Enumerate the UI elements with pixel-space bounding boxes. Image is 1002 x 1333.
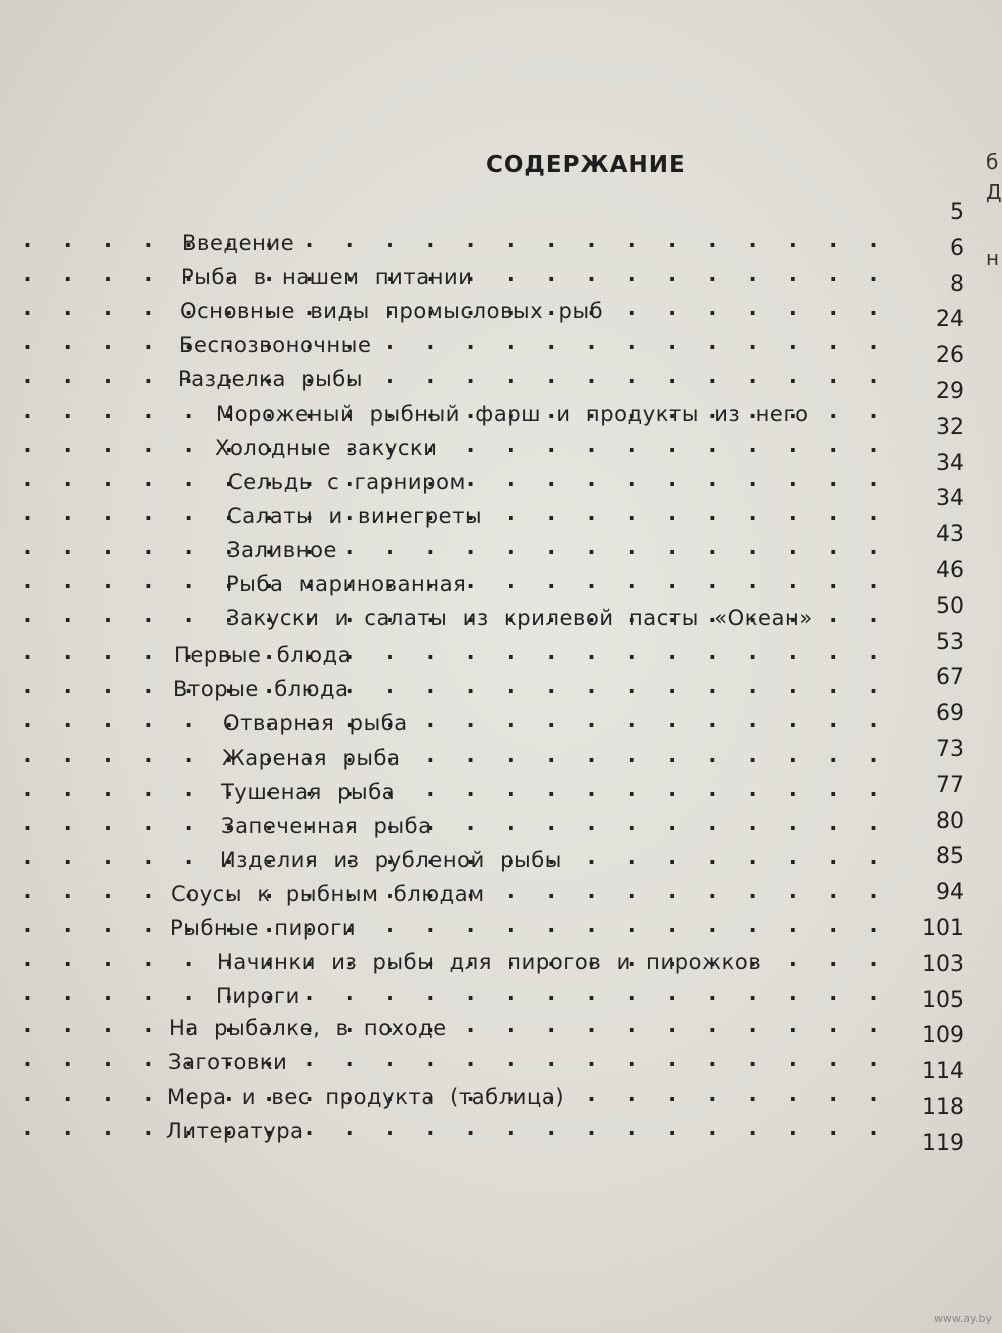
- page-number: 103: [922, 952, 964, 977]
- edge-letter: Д: [986, 180, 1002, 204]
- dot-leader: [409, 743, 890, 773]
- page-number: 85: [936, 844, 964, 869]
- page-number: 80: [936, 809, 964, 834]
- dot-leader: [302, 228, 890, 258]
- toc-entry: [221, 811, 890, 841]
- toc-entry: [179, 330, 890, 360]
- dot-leader: [611, 296, 890, 326]
- edge-letter: н: [986, 246, 1000, 270]
- page-number: 50: [936, 594, 964, 619]
- toc-entry-label: Запеченная рыба: [221, 814, 432, 838]
- page-number: 67: [936, 665, 964, 690]
- page-number: 34: [936, 486, 964, 511]
- toc-entry: [221, 777, 890, 807]
- toc-entry-label: Начинки из рыбы для пирогов и пирожков: [217, 950, 762, 974]
- page-number: 46: [936, 558, 964, 583]
- toc-entry-label: Первые блюда: [174, 643, 352, 667]
- toc-entry: [169, 1013, 890, 1043]
- page-number: 69: [936, 701, 964, 726]
- toc-entry: [215, 433, 890, 463]
- toc-entry-label: Литература: [166, 1119, 304, 1143]
- dot-leader: [403, 777, 890, 807]
- page-number: 53: [936, 630, 964, 655]
- dot-leader: [572, 1082, 890, 1112]
- toc-entry-label: Мороженый рыбный фарш и продукты из него: [216, 402, 809, 426]
- toc-entry-label: Сельдь с гарниром: [228, 470, 467, 494]
- toc-entry: [166, 1116, 890, 1146]
- dot-leader: [446, 433, 890, 463]
- page-number: 34: [936, 451, 964, 476]
- toc-entry: [228, 467, 890, 497]
- toc-entry-label: Рыба в нашем питании: [181, 265, 473, 289]
- dot-leader: [416, 708, 890, 738]
- dot-leader: [455, 1013, 890, 1043]
- dot-leader: [379, 330, 890, 360]
- toc-entry: [180, 296, 890, 326]
- toc-entry: [227, 535, 890, 565]
- toc-entry-label: На рыбалке, в походе: [169, 1016, 447, 1040]
- page-number: 43: [936, 522, 964, 547]
- dot-leader: [364, 913, 890, 943]
- dot-leader: [295, 1047, 890, 1077]
- edge-letter: б: [986, 150, 999, 174]
- dot-leader: [769, 947, 890, 977]
- toc-entry: [227, 501, 890, 531]
- dot-leader: [312, 1116, 890, 1146]
- page-number: 5: [950, 200, 964, 225]
- toc-entry: [222, 743, 890, 773]
- watermark: www.ay.by: [933, 1312, 992, 1325]
- page-number: 6: [950, 236, 964, 261]
- page-number: 94: [936, 880, 964, 905]
- toc-entry: [174, 640, 890, 670]
- dot-leader: [490, 501, 890, 531]
- toc-entry-label: Введение: [182, 231, 295, 255]
- toc-entry-label: Пироги: [216, 984, 300, 1008]
- toc-entry: [223, 708, 890, 738]
- page-number: 32: [936, 415, 964, 440]
- toc-entry-label: Закуски и салаты из крилевой пасты «Океан»: [226, 606, 813, 630]
- page-number: 73: [936, 737, 964, 762]
- page-number: 29: [936, 379, 964, 404]
- page-number: 119: [922, 1131, 964, 1156]
- toc-entry-label: Холодные закуски: [215, 436, 438, 460]
- toc-entry-label: Тушеная рыба: [221, 780, 396, 804]
- toc-entry-label: Отварная рыба: [223, 711, 408, 735]
- toc-entry-label: Изделия из рубленой рыбы: [220, 848, 562, 872]
- page-number: 118: [922, 1095, 964, 1120]
- toc-entry: [220, 845, 890, 875]
- toc-entry: [182, 228, 890, 258]
- page-number: 109: [922, 1023, 964, 1048]
- toc-entry-label: Разделка рыбы: [178, 367, 364, 391]
- toc-entry-label: Основные виды промысловых рыб: [180, 299, 604, 323]
- dot-leader: [817, 399, 890, 429]
- toc-entry-label: Вторые блюда: [173, 677, 349, 701]
- dot-leader: [493, 879, 890, 909]
- toc-entry: [226, 569, 890, 599]
- toc-entry-label: Салаты и винегреты: [227, 504, 483, 528]
- page-number: 101: [922, 916, 964, 941]
- toc-entry: [178, 364, 890, 394]
- toc-entry-label: Мера и вес продукта (таблица): [167, 1085, 565, 1109]
- dot-leader: [474, 467, 890, 497]
- page-number: 77: [936, 773, 964, 798]
- toc-entry-label: Заготовки: [168, 1050, 288, 1074]
- toc-entry: [168, 1047, 890, 1077]
- toc-entry: [171, 879, 890, 909]
- toc-entry: [226, 603, 890, 633]
- dot-leader: [440, 811, 890, 841]
- toc-entry: [181, 262, 890, 292]
- toc-entry-label: Жареная рыба: [222, 746, 401, 770]
- dot-leader: [474, 569, 890, 599]
- page-number: 114: [922, 1059, 964, 1084]
- page-number: 8: [950, 272, 964, 297]
- page-number: 24: [936, 307, 964, 332]
- toc-entry-label: Рыба маринованная: [226, 572, 467, 596]
- toc-entry-label: Беспозвоночные: [179, 333, 372, 357]
- page-number: 105: [922, 988, 964, 1013]
- toc-entry: [167, 1082, 890, 1112]
- toc-title: СОДЕРЖАНИЕ: [486, 152, 686, 178]
- dot-leader: [821, 603, 890, 633]
- toc-entry-label: Соусы к рыбным блюдам: [171, 882, 485, 906]
- dot-leader: [345, 535, 890, 565]
- toc-entry: [170, 913, 890, 943]
- dot-leader: [570, 845, 890, 875]
- toc-entry: [216, 981, 890, 1011]
- dot-leader: [359, 640, 890, 670]
- toc-entry: [217, 947, 890, 977]
- toc-entry: [216, 399, 890, 429]
- page-number: 26: [936, 343, 964, 368]
- dot-leader: [308, 981, 890, 1011]
- toc-entry: [173, 674, 890, 704]
- dot-leader: [481, 262, 890, 292]
- dot-leader: [357, 674, 890, 704]
- toc-entry-label: Заливное: [227, 538, 338, 562]
- toc-entry-label: Рыбные пироги: [170, 916, 357, 940]
- dot-leader: [371, 364, 890, 394]
